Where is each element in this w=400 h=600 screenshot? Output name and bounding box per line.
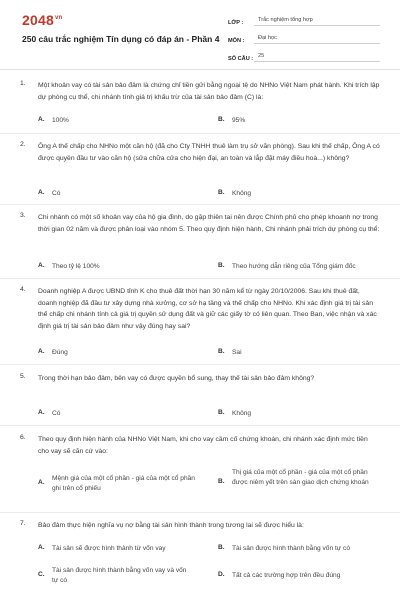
option-letter: B. xyxy=(218,348,225,355)
question-text: Bảo đảm thực hiện nghĩa vụ nợ bằng tài sản hình thành trong tương lai sẽ được hiểu là: xyxy=(38,522,304,529)
question-number: 3. xyxy=(20,212,26,219)
option-letter: B. xyxy=(218,544,225,551)
exam-meta xyxy=(228,12,380,66)
question-divider xyxy=(0,512,400,513)
option-letter: A. xyxy=(38,262,45,269)
header-divider xyxy=(0,69,400,70)
question-divider xyxy=(0,133,400,134)
option-text: Tài sản sẽ được hình thành từ vốn vay xyxy=(52,545,166,552)
question-text: Theo quy định hiện hành của NHNo Việt Nam, khi cho vay cầm cố chứng khoán, chi nhánh xác định mức tiền cho vay sẽ căn cứ vào: xyxy=(38,436,368,455)
meta-count-row xyxy=(228,48,380,62)
brand-suffix: vn xyxy=(54,15,63,22)
option-text: 100% xyxy=(52,117,69,124)
option-letter: A. xyxy=(38,116,45,123)
option-text: Tài sản được hình thành bằng vốn tự có xyxy=(232,545,350,552)
question-text: Doanh nghiệp A được UBND tỉnh K cho thuê đất thời hạn 30 năm kể từ ngày 20/10/2006. Sau khi thuê đất, doanh nghiệp đã đầu tư xây dựng nhà xưởng, cơ sở hạ tầng và thế chấp cho NHNo. Khi xác định giá trị tài sản thế chấp chi nhánh tính cả giá trị quyền sử dụng đất và giữ các giấy tờ có liên quan. Theo Ban, việc nhận và xác định giá trị tài sản bảo đảm như vậy đúng hay sai? xyxy=(38,288,377,330)
meta-class-row xyxy=(228,12,380,26)
option-text: Tài sản được hình thành bằng vốn vay và vốn tự có xyxy=(52,567,187,584)
option-text: Đúng xyxy=(52,349,68,356)
option-text: Tất cả các trường hợp trên đều đúng xyxy=(232,572,341,579)
option-letter: B. xyxy=(218,262,225,269)
option-text: Theo hướng dẫn riêng của Tổng giám đốc xyxy=(232,263,356,270)
option-text: Không xyxy=(232,410,252,417)
question-number: 1. xyxy=(20,80,26,87)
meta-class-label: LỚP : xyxy=(228,20,244,26)
option-text: Có xyxy=(52,190,61,197)
question-number: 7. xyxy=(20,520,26,527)
option-text: Không xyxy=(232,190,252,197)
option-letter: D. xyxy=(218,571,225,578)
option-text: Sai xyxy=(232,349,242,356)
option-letter: B. xyxy=(218,189,225,196)
meta-subject-label: MÔN : xyxy=(228,38,245,44)
question-text: Ông A thế chấp cho NHNo một căn hộ (đã cho Cty TNHH thuê làm trụ sở văn phòng). Sau khi thế chấp, Ông A có được quyền đầu tư vào căn hộ (sửa chữa cửa cho hiện đại, an toàn và lắp đặt máy điều hoà...) không? xyxy=(38,143,380,162)
question-divider xyxy=(0,204,400,205)
meta-subject-value: Đại học xyxy=(254,35,380,44)
option-letter: A. xyxy=(38,544,45,551)
meta-count-label: SỐ CÂU : xyxy=(228,56,254,62)
page-title: 250 câu trắc nghiệm Tín dụng có đáp án - Phần 4 xyxy=(22,34,220,44)
question-divider xyxy=(0,364,400,365)
site-logo[interactable] xyxy=(22,12,62,28)
option-letter: A. xyxy=(38,189,45,196)
header xyxy=(0,0,400,70)
option-letter: B. xyxy=(218,116,225,123)
option-letter: B. xyxy=(218,478,225,485)
question-text: Một khoản vay có tài sản bảo đảm là chứng chỉ tiền gửi bằng ngoại tệ do NHNo Việt Nam phát hành. Khi trích lập dự phòng cụ thể, chi nhánh tính giá trị khấu trừ của tài sản bảo đảm (C) là: xyxy=(38,82,380,101)
option-text: Có xyxy=(52,410,61,417)
option-letter: B. xyxy=(218,409,225,416)
question-text: Chi nhánh có một số khoản vay của hộ gia đình, do gặp thiên tai nên được Chính phủ cho phép khoanh nợ trong thời gian 02 năm và được phân loại vào nhóm 5. Theo quy định hiện hành, Chi nhánh phải trích dự phòng cụ thể: xyxy=(38,214,380,233)
meta-count-value: 25 xyxy=(254,53,380,62)
brand-name: 2048 xyxy=(22,12,54,28)
question-number: 2. xyxy=(20,141,26,148)
question-divider xyxy=(0,425,400,426)
question-divider xyxy=(0,278,400,279)
option-text: Thị giá của một cổ phần - giá của một cổ phần được niêm yết trên sàn giao dịch chứng khoán xyxy=(232,469,369,486)
question-number: 4. xyxy=(20,286,26,293)
meta-class-value: Trắc nghiệm tổng hợp xyxy=(254,17,380,26)
meta-subject-row xyxy=(228,30,380,44)
option-text: 95% xyxy=(232,117,246,124)
option-letter: A. xyxy=(38,409,45,416)
option-text: Mệnh giá của một cổ phần - giá của một cổ phần ghi trên cổ phiếu xyxy=(52,475,195,492)
option-text: Theo tỷ lệ 100% xyxy=(52,263,100,270)
option-letter: A. xyxy=(38,348,45,355)
question-number: 5. xyxy=(20,373,26,380)
option-letter: A. xyxy=(38,479,45,486)
option-letter: C. xyxy=(38,571,45,578)
question-number: 6. xyxy=(20,434,26,441)
question-text: Trong thời hạn bảo đảm, bên vay có được quyền bổ sung, thay thế tài sản bảo đảm không? xyxy=(38,375,315,382)
